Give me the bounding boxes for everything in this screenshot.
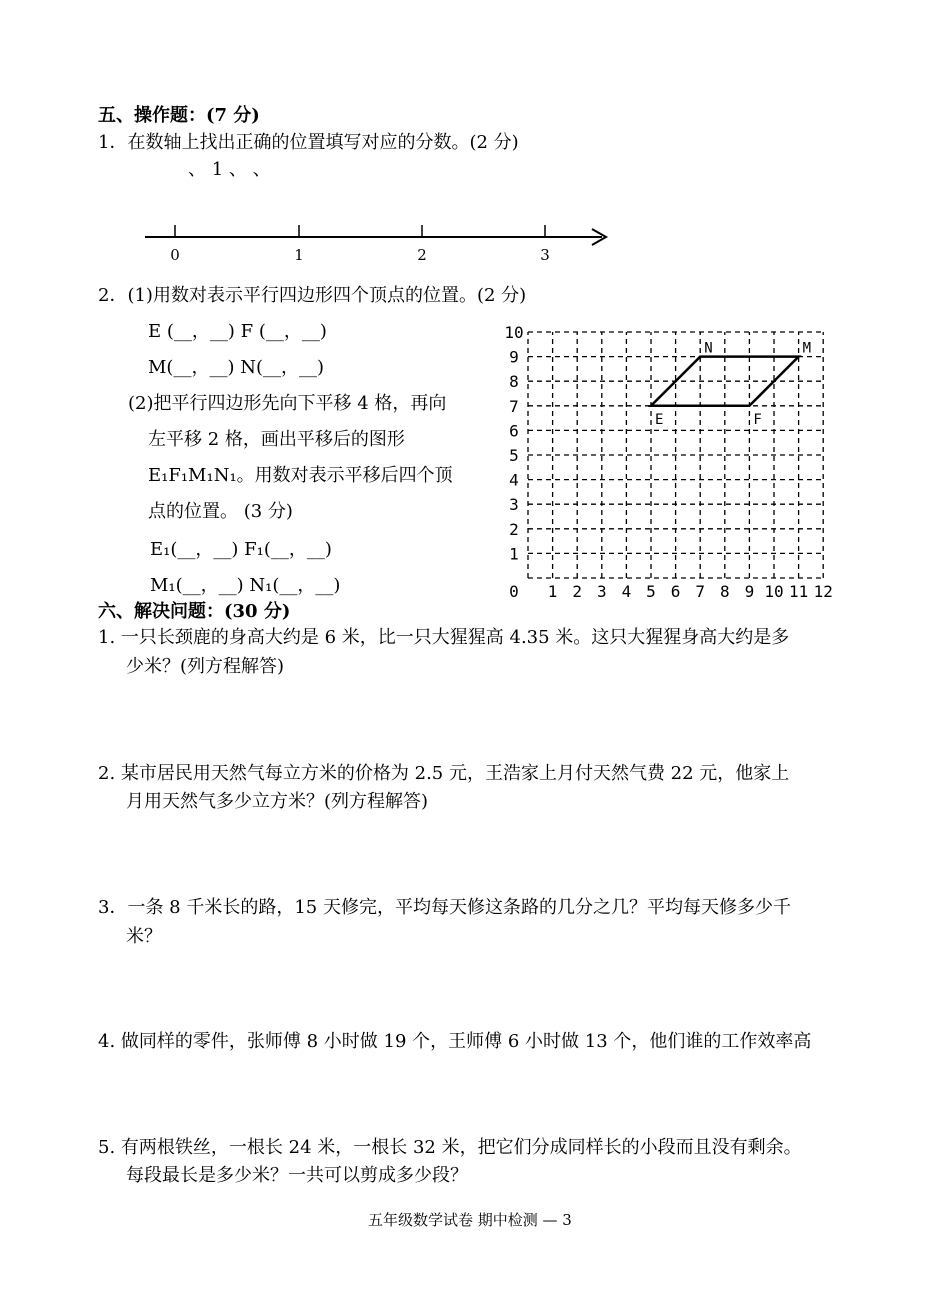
coordinate-grid — [490, 320, 840, 610]
s6-q1-line2: 少米？(列方程解答) — [126, 656, 285, 677]
y-tick-label: 7 — [509, 396, 519, 416]
s6-q2-line2: 月用天然气多少立方米？(列方程解答) — [126, 791, 429, 812]
y-tick-label: 10 — [504, 323, 524, 342]
x-tick-label: 12 — [813, 582, 833, 601]
y-tick-label: 6 — [509, 421, 519, 441]
q2-part2-line2: 左平移 2 格，画出平移后的图形 — [148, 429, 405, 450]
vertex-label-f: F — [753, 411, 762, 428]
s6-q5-line1: 5. 有两根铁丝，一根长 24 米，一根长 32 米，把它们分成同样长的小段而且没有剩余。 — [98, 1137, 802, 1158]
q1-text: 1．在数轴上找出正确的位置填写对应的分数。(2 分) — [98, 132, 519, 153]
x-tick-label: 5 — [646, 582, 656, 601]
x-tick-label: 10 — [764, 582, 784, 601]
axis-label: 0 — [170, 246, 180, 264]
q2-part1: 2．(1)用数对表示平行四边形四个顶点的位置。(2 分) — [98, 285, 527, 306]
y-tick-label: 4 — [509, 470, 519, 490]
q1-fractions: 、 1 、 、 — [188, 159, 271, 180]
s6-q4-line1: 4. 做同样的零件，张师傅 8 小时做 19 个，王师傅 6 小时做 13 个，他们谁的工作效率高 — [98, 1031, 812, 1052]
x-tick-label: 4 — [621, 582, 632, 601]
page-footer: 五年级数学试卷 期中检测 — 3 — [368, 1211, 572, 1229]
x-tick-label: 0 — [509, 582, 519, 601]
x-tick-label: 7 — [695, 582, 706, 601]
y-tick-label: 8 — [509, 372, 519, 392]
axis-label: 2 — [417, 246, 427, 264]
y-tick-label: 5 — [509, 446, 519, 465]
s6-q3-line2: 米？ — [126, 926, 162, 947]
s6-q2-line1: 2. 某市居民用天然气每立方米的价格为 2.5 元，王浩家上月付天然气费 22 元，他家上 — [98, 763, 790, 784]
vertex-label-e: E — [655, 411, 664, 428]
y-tick-label: 2 — [509, 519, 519, 539]
q2-part2-line1: (2)把平行四边形先向下平移 4 格，再向 — [128, 393, 447, 414]
y-tick-label: 9 — [509, 347, 519, 367]
q2-part2-line3: E₁F₁M₁N₁。用数对表示平移后四个顶 — [148, 465, 453, 486]
q2-line-mn: M(__，__) N(__，__) — [148, 357, 324, 378]
x-tick-label: 3 — [596, 582, 607, 601]
x-tick-label: 2 — [572, 582, 583, 601]
x-tick-label: 9 — [744, 582, 755, 601]
s6-q1-line1: 1. 一只长颈鹿的身高大约是 6 米，比一只大猩猩高 4.35 米。这只大猩猩身高大约是多 — [98, 627, 790, 648]
q2-line-m1n1: M₁(__，__) N₁(__，__) — [150, 575, 341, 596]
q2-line-ef: E (__，__) F (__，__) — [148, 321, 327, 342]
s6-q3-line1: 3．一条 8 千米长的路，15 天修完，平均每天修这条路的几分之几？平均每天修多少千 — [98, 897, 791, 918]
q2-line-e1f1: E₁(__，__) F₁(__，__) — [150, 539, 332, 560]
vertex-label-n: N — [704, 340, 713, 357]
number-line — [140, 220, 620, 270]
vertex-label-m: M — [802, 340, 812, 357]
y-tick-label: 3 — [509, 495, 519, 515]
s6-q5-line2: 每段最长是多少米？一共可以剪成多少段？ — [126, 1165, 468, 1186]
section6-heading: 六、解决问题：(30 分) — [98, 601, 291, 622]
section5-heading: 五、操作题：(7 分) — [98, 105, 260, 126]
y-tick-label: 1 — [509, 544, 519, 564]
x-tick-label: 8 — [719, 582, 730, 601]
x-tick-label: 11 — [788, 582, 809, 601]
axis-label: 3 — [540, 246, 550, 264]
x-tick-label: 6 — [670, 582, 681, 601]
q2-part2-line4: 点的位置。 (3 分) — [148, 501, 293, 522]
x-tick-label: 1 — [547, 582, 558, 601]
axis-label: 1 — [294, 246, 304, 264]
